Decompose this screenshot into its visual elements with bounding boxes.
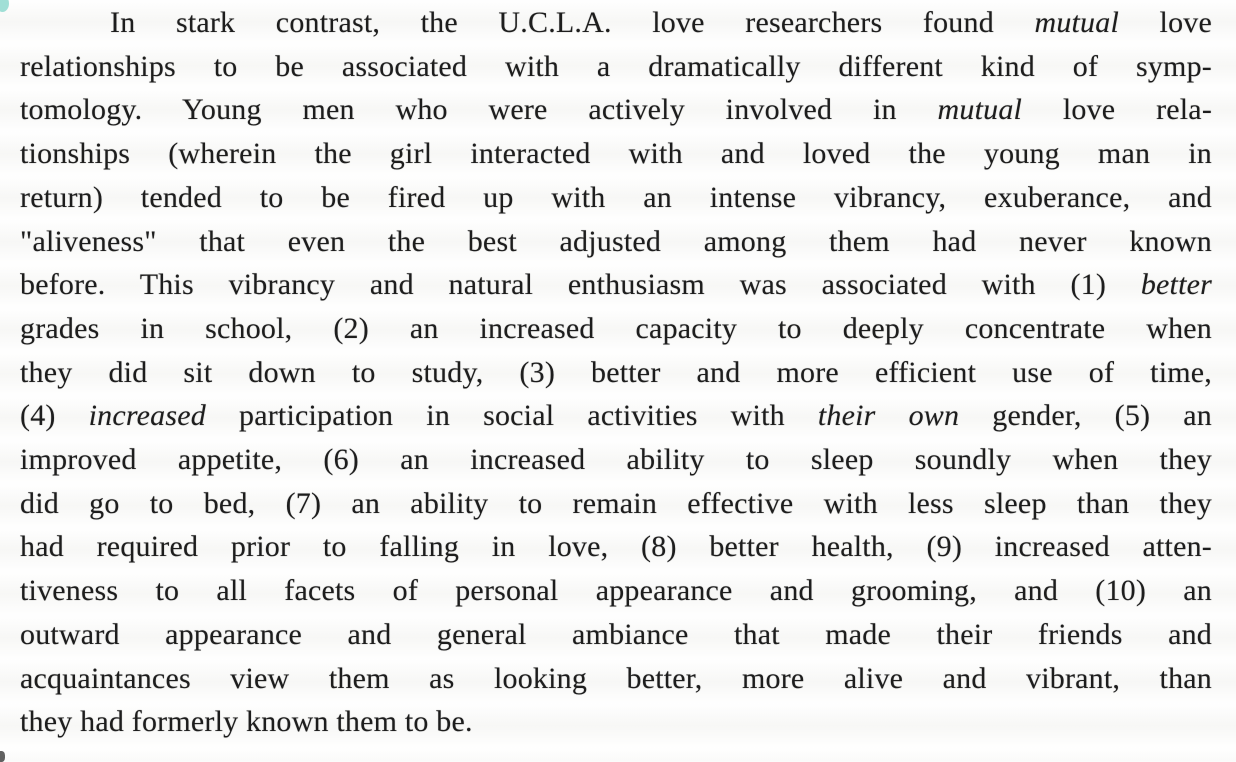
text-line-4 [20,132,1212,176]
plain-text: did go to bed, (7) an ability to remain effective with less sleep than they [20,486,1212,520]
body-paragraph [20,1,1212,744]
text-line-7 [20,263,1212,307]
plain-text: participation in social activities with [205,399,818,433]
plain-text: they had formerly known them to be. [20,705,473,739]
text-line-17 [20,700,1212,744]
plain-text: (4) [20,399,89,433]
emphasis-text: better [1140,268,1212,302]
text-line-11 [20,438,1212,482]
plain-text: In stark contrast, the U.C.L.A. love researchers found [110,6,1035,39]
text-line-2 [20,45,1212,89]
plain-text: relationships to be associated with a dramatically different kind of symp- [20,49,1212,83]
text-line-5 [20,176,1212,220]
text-line-14 [20,569,1212,613]
text-line-9 [20,351,1212,395]
plain-text: return) tended to be fired up with an intense vibrancy, exuberance, and [20,180,1212,214]
plain-text: tiveness to all facets of personal appearance and grooming, and (10) an [20,574,1212,608]
text-line-13 [20,525,1212,569]
emphasis-text: mutual [937,93,1023,127]
plain-text: love rela- [1022,93,1213,127]
scan-artifact-top-left [0,0,9,12]
text-line-3 [20,88,1212,132]
text-line-12 [20,482,1212,526]
text-line-8 [20,307,1212,351]
text-line-15 [20,613,1212,657]
text-line-6 [20,220,1212,264]
plain-text: tionships (wherein the girl interacted with and loved the young man in [20,137,1212,171]
plain-text: improved appetite, (6) an increased ability to sleep soundly when they [20,443,1212,477]
text-line-1 [20,1,1212,45]
plain-text: had required prior to falling in love, (8) better health, (9) increased atten- [20,530,1212,564]
plain-text: grades in school, (2) an increased capacity to deeply concentrate when [20,311,1212,345]
scan-artifact-bottom-left [0,751,5,762]
plain-text: gender, (5) an [959,399,1212,433]
emphasis-text: mutual [1034,6,1119,39]
emphasis-text: increased [88,399,206,433]
plain-text: before. This vibrancy and natural enthusiasm was associated with (1) [20,268,1141,302]
plain-text: "aliveness" that even the best adjusted among them had never known [20,224,1212,258]
emphasis-text: their own [817,399,960,433]
plain-text: they did sit down to study, (3) better and more efficient use of time, [20,355,1212,389]
plain-text: acquaintances view them as looking better, more alive and vibrant, than [20,661,1212,695]
plain-text: tomology. Young men who were actively involved in [20,93,938,127]
plain-text: love [1119,6,1213,39]
text-line-16 [20,657,1212,701]
text-line-10 [20,394,1212,438]
plain-text: outward appearance and general ambiance that made their friends and [20,617,1212,651]
